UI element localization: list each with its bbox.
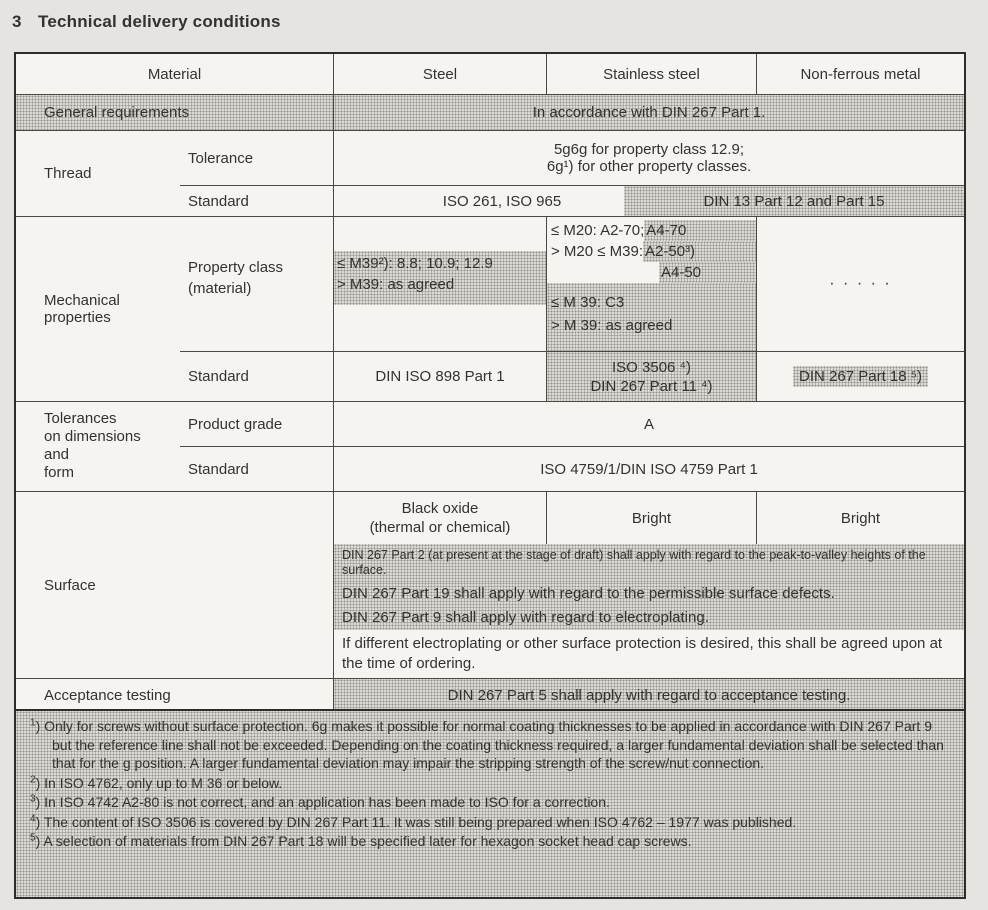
header-steel: Steel <box>334 54 547 94</box>
header-non-ferrous-metal: Non-ferrous metal <box>800 65 921 83</box>
tolerances-standard-value: ISO 4759/1/DIN ISO 4759 Part 1 <box>540 460 758 478</box>
surface-note-din267-9: DIN 267 Part 9 shall apply with regard to electroplating. <box>334 606 964 630</box>
general-requirements-value: In accordance with DIN 267 Part 1. <box>532 104 766 121</box>
surface-notes <box>334 544 964 678</box>
thread-standard-din: DIN 13 Part 12 and Part 15 <box>624 186 964 216</box>
header-stainless-steel: Stainless steel <box>547 54 757 94</box>
section-number: 3 <box>12 12 22 31</box>
product-grade-label: Product grade <box>180 402 334 446</box>
mechanical-standard-stainless: ISO 3506 ⁴) DIN 267 Part 11 ⁴) <box>547 352 757 401</box>
product-grade-value: A <box>643 415 654 433</box>
property-class-steel: ≤ M39²): 8.8; 10.9; 12.9 > M39: as agreed <box>334 217 547 351</box>
row-group-surface <box>16 491 964 678</box>
row-group-thread <box>16 130 964 216</box>
thread-tolerance-label: Tolerance <box>180 131 334 185</box>
thread-standard-iso: ISO 261, ISO 965 <box>442 192 562 210</box>
property-class-nonferrous: · · · · · <box>829 275 892 292</box>
footnotes-box <box>14 709 966 899</box>
mechanical-standard-label: Standard <box>180 352 334 401</box>
footnote-4: $^4$) The content of ISO 3506 is covered by DIN 267 Part 11. It was still being prepared when ISO 4762 – 1977 was published. <box>30 812 797 830</box>
surface-label: Surface <box>16 492 334 678</box>
row-group-mechanical-properties <box>16 216 964 401</box>
tolerances-label: Tolerances on dimensions and form <box>44 410 141 481</box>
mechanical-standard-nonferrous: DIN 267 Part 18 ⁵) <box>757 352 964 401</box>
mechanical-standard-steel: DIN ISO 898 Part 1 <box>334 352 547 401</box>
table-header-row <box>16 54 964 94</box>
row-general-requirements <box>16 94 964 130</box>
surface-steel: Black oxide (thermal or chemical) <box>334 492 547 544</box>
section-title: Technical delivery conditions <box>38 12 281 31</box>
footnote-3: $^3$) In ISO 4742 A2-80 is not correct, and an application has been made to ISO for a correction. <box>30 793 610 810</box>
delivery-conditions-table <box>14 52 966 713</box>
property-class-label: Property class (material) <box>180 217 334 351</box>
surface-note-din267-19: DIN 267 Part 19 shall apply with regard to the permissible surface defects. <box>334 582 964 606</box>
acceptance-testing-value: DIN 267 Part 5 shall apply with regard to acceptance testing. <box>334 679 964 711</box>
row-group-tolerances <box>16 401 964 491</box>
row-product-grade <box>180 402 964 446</box>
surface-note-other: If different electroplating or other surface protection is desired, this shall be agreed upon at the time of ordering. <box>342 635 943 672</box>
mechanical-properties-label: Mechanical properties <box>44 292 120 326</box>
thread-label: Thread <box>44 165 92 182</box>
row-surface-finishes <box>334 492 964 544</box>
footnote-5: $^5$) A selection of materials from DIN 267 Part 18 will be specified later for hexagon socket head cap screws. <box>30 832 692 849</box>
section-heading <box>0 0 988 32</box>
row-tolerances-standard <box>180 446 964 491</box>
surface-note-din267-2: DIN 267 Part 2 (at present at the stage of draft) shall apply with regard to the peak-to-valley heights of the surface. <box>334 544 964 582</box>
row-property-class <box>180 217 964 351</box>
row-thread-tolerance <box>180 131 964 185</box>
footnote-1: $^1$) Only for screws without surface protection. 6g makes it possible for normal coating thicknesses to be applied in accordance with DIN 267 Part 9 but the reference line shall not be exceeded. Depending on the coating thickness required, a larger fundamental deviation shall be selected than that for the g position. A larger fundamental deviation may impair the stripping strength of the screw/nut connection. <box>30 717 944 771</box>
surface-nonferrous: Bright <box>840 509 881 527</box>
property-class-stainless: ≤ M20: A2-70; A4-70 > M20 ≤ M39: A2-50³) A4-50 ≤ M 39: C3 > M 39: as agreed <box>547 217 757 351</box>
tolerances-standard-label: Standard <box>180 447 334 491</box>
row-mechanical-standard <box>180 351 964 401</box>
row-acceptance-testing <box>16 678 964 711</box>
acceptance-testing-label: Acceptance testing <box>16 679 334 711</box>
footnote-2: $^2$) In ISO 4762, only up to M 36 or below. <box>30 773 283 791</box>
general-requirements-label: General requirements <box>16 95 334 130</box>
thread-tolerance-value: 5g6g for property class 12.9; 6g¹) for other property classes. <box>546 141 752 175</box>
header-material: Material <box>16 54 334 94</box>
row-thread-standard <box>180 185 964 216</box>
surface-stainless: Bright <box>547 492 757 544</box>
thread-standard-label: Standard <box>180 186 334 216</box>
